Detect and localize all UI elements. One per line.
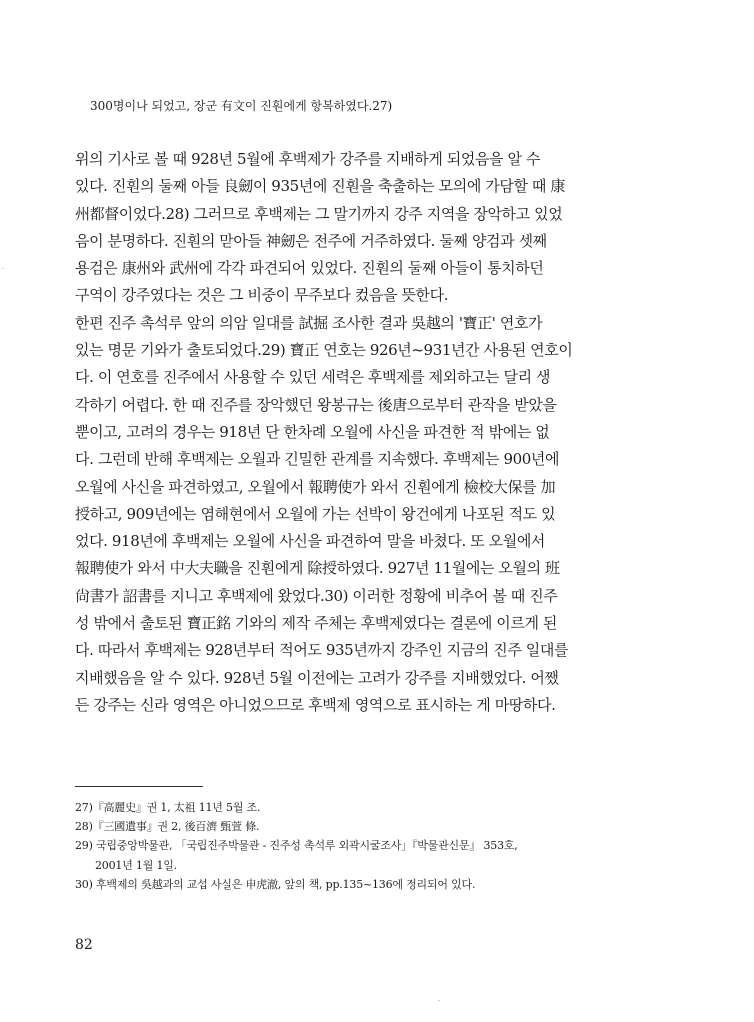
body-line: 음이 분명하다. 진훤의 맏아들 神劒은 전주에 거주하였다. 둘째 양검과 셋째 — [75, 231, 547, 250]
body-line: 州都督이었다.28) 그러므로 후백제는 그 말기까지 강주 지역을 장악하고 있었 — [75, 204, 563, 223]
footnote-29: 29) 국립중앙박물관, 「국립진주박물관 - 진주성 촉석루 외곽시굴조사」『박물관신문』 353호, — [75, 839, 518, 853]
footnote-28: 28)『三國遺事』권 2, 後百濟 甄萱 條. — [75, 820, 260, 834]
body-line: 尙書가 詔書를 지니고 후백제에 왔었다.30) 이러한 정황에 비추어 볼 때 진주 — [75, 586, 558, 605]
body-line: 각하기 어렵다. 한 때 진주를 장악했던 왕봉규는 後唐으로부터 관작을 받았을 — [75, 395, 557, 414]
footnote-30: 30) 후백제의 吳越과의 교섭 사실은 申虎澈, 앞의 책, pp.135~136에 정리되어 있다. — [75, 877, 476, 891]
body-line: 위의 기사로 볼 때 928년 5월에 후백제가 강주를 지배하게 되었음을 알 수 — [75, 150, 541, 168]
body-line: 報聘使가 와서 中大夫職을 진훤에게 除授하였다. 927년 11월에는 오월의 班 — [75, 559, 560, 578]
body-line: 뿐이고, 고려의 경우는 918년 단 한차례 오월에 사신을 파견한 적 밖에는 없 — [75, 422, 550, 441]
page-number: 82 — [75, 937, 93, 953]
body-line: 구역이 강주였다는 것은 그 비중이 무주보다 컸음을 뜻한다. — [75, 286, 449, 305]
body-line: 다. 따라서 후백제는 928년부터 적어도 935년까지 강주인 지금의 진주 일대를 — [75, 641, 569, 660]
body-line: 있는 명문 기와가 출토되었다.29) 寶正 연호는 926년~931년간 사용된 연호이 — [75, 341, 573, 360]
footnotes — [75, 798, 675, 894]
footnote-27: 27)『高麗史』권 1, 太祖 11년 5월 조. — [75, 801, 261, 814]
scan-speck — [438, 1000, 440, 1001]
body-line: 다. 이 연호를 진주에서 사용할 수 있던 세력은 후백제를 제외하고는 달리 생 — [75, 368, 551, 387]
body-line: 오월에 사신을 파견하였고, 오월에서 報聘使가 와서 진훤에게 檢校大保를 加 — [75, 477, 556, 496]
body-line: 있다. 진훤의 둘째 아들 良劒이 935년에 진훤을 축출하는 모의에 가담할 때 康 — [75, 177, 565, 196]
body-line: 한편 진주 촉석루 앞의 의암 일대를 試掘 조사한 결과 吳越의 '寶正' 연호가 — [75, 313, 543, 332]
body-line: 지배했음을 알 수 있다. 928년 5월 이전에는 고려가 강주를 지배했었다. 어쨌 — [75, 668, 559, 687]
footnote-rule — [75, 786, 203, 787]
body-line: 용검은 康州와 武州에 각각 파견되어 있었다. 진훤의 둘째 아들이 통치하던 — [75, 259, 544, 278]
body-line: 든 강주는 신라 영역은 아니었으므로 후백제 영역으로 표시하는 게 마땅하다. — [75, 695, 556, 714]
footnote-29-continued: 2001년 1월 1일. — [95, 858, 177, 872]
body-text — [75, 146, 672, 719]
body-line: 授하고, 909년에는 염해현에서 오월에 가는 선박이 왕건에게 나포된 적도 있 — [75, 504, 556, 523]
scan-speck — [2, 268, 4, 269]
block-quote: 300명이나 되었고, 장군 有文이 진훤에게 항복하였다.27) — [90, 99, 393, 113]
body-line: 었다. 918년에 후백제는 오월에 사신을 파견하여 말을 바쳤다. 또 오월에서 — [75, 532, 546, 551]
body-line: 성 밖에서 출토된 寶正銘 기와의 제작 주체는 후백제였다는 결론에 이르게 된 — [75, 614, 558, 633]
body-line: 다. 그런데 반해 후백제는 오월과 긴밀한 관계를 지속했다. 후백제는 900년에 — [75, 450, 560, 469]
